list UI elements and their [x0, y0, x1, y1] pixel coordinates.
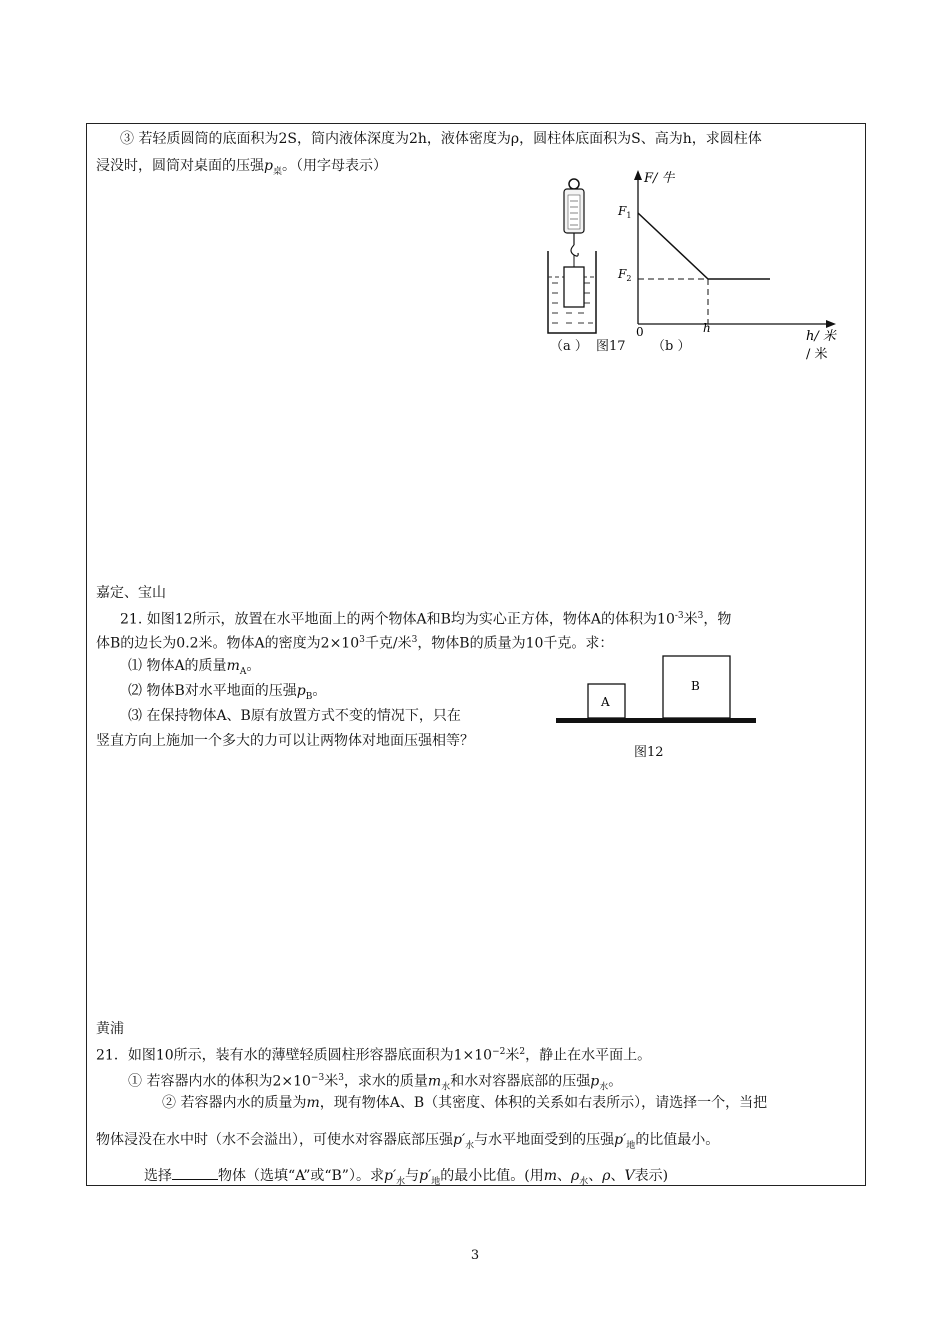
huangpu-part1: ① 若容器内水的体积为$2\times 10^{-3}$米$^3$，求水的质量$m_水$和水对容器底部的压强$p_水$。	[128, 1073, 623, 1093]
jiading-part1: ⑴ 物体A的质量$m_A$。	[128, 658, 261, 677]
block-a-label: A	[601, 695, 610, 709]
xlabel-1: h/ 米	[806, 329, 836, 344]
fig17a-spring-scale-diagram	[540, 175, 610, 335]
jiading-q21-line1: 21. 如图12所示，放置在水平地面上的两个物体A和B均为实心正方体，物体A的体积为$10^{-3}$米$^3$，物	[120, 611, 732, 628]
origin-label: 0	[636, 325, 644, 339]
jiading-q21-line2: 体B的边长为0.2米。物体A的密度为$2\times 10^3$千克/米$^3$，物体B的质量为10千克。求：	[96, 635, 614, 652]
q3-line1: ③ 若轻质圆筒的底面积为2S，筒内液体深度为2h，液体密度为ρ，圆柱体底面积为S、高为h，求圆柱体	[120, 131, 762, 147]
fig12-blocks-diagram	[554, 652, 760, 730]
ylabel: F/ 牛	[644, 171, 675, 186]
fig17b-force-depth-graph	[612, 168, 852, 368]
huangpu-part3: 选择 物体（选填“A”或“B”）。求$p'_水$与$p'_地$的最小比值。(用m、$\rho_水$、ρ、V表示)	[144, 1165, 668, 1192]
fig17a-label: （a ）	[550, 339, 588, 354]
fig17-title: 图17	[596, 339, 626, 354]
h-tick-label: h	[703, 321, 711, 335]
f1-label: $F_1$	[618, 204, 632, 220]
jiading-part3-line1: ⑶ 在保持物体A、B原有放置方式不变的情况下，只在	[128, 708, 461, 724]
fig12-title: 图12	[634, 745, 664, 760]
region-jiading: 嘉定、宝山	[96, 585, 166, 601]
fig17b-label: （b ）	[652, 339, 691, 354]
page-number: 3	[470, 1248, 480, 1263]
answer-blank[interactable]	[172, 1165, 218, 1180]
huangpu-q21: 21．如图10所示，装有水的薄壁轻质圆柱形容器底面积为$1\times 10^{-2}$米$^2$，静止在水平面上。	[96, 1047, 652, 1064]
jiading-part2: ⑵ 物体B对水平地面的压强$p_B$。	[128, 683, 327, 702]
xlabel-2: / 米	[806, 347, 828, 362]
huangpu-part2-line1: ② 若容器内水的质量为m，现有物体A、B（其密度、体积的关系如右表所示），请选择一个，当把	[162, 1095, 768, 1111]
jiading-part3-line2: 竖直方向上施加一个多大的力可以让两物体对地面压强相等？	[96, 733, 474, 749]
region-huangpu: 黄浦	[96, 1021, 124, 1037]
huangpu-part2-line2: 物体浸没在水中时（水不会溢出），可使水对容器底部压强$p'_水$与水平地面受到的压强$p'_地$的比值最小。	[96, 1132, 720, 1151]
q3-line2: 浸没时，圆筒对桌面的压强$p_桌$。（用字母表示）	[96, 158, 387, 177]
f2-label: $F_2$	[618, 267, 632, 283]
ground-line	[556, 718, 756, 723]
block-b-label: B	[691, 679, 700, 693]
